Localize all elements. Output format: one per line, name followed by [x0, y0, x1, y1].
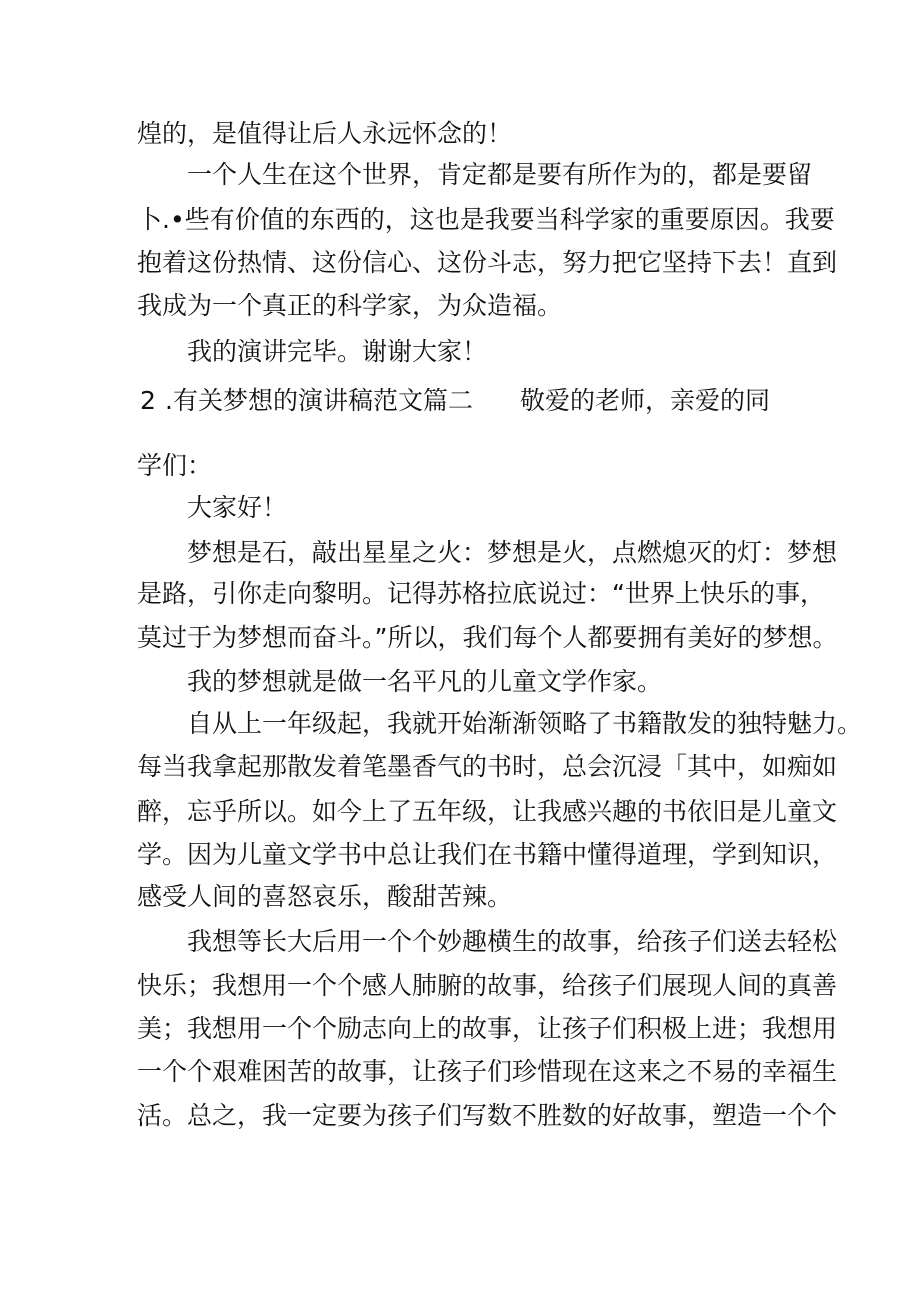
section-number: 2 [140, 386, 156, 415]
text-line-3: 卜.•些有价值的东西的，这也是我要当科学家的重要原因。我要 [137, 205, 835, 234]
text-line-5: 我成为一个真正的科学家，为众造福。 [137, 291, 563, 320]
text-line-15: 醉，忘乎所以。如今上了五年级，让我感兴趣的书依旧是儿童文 [137, 797, 838, 826]
text-line-18: 我想等长大后用一个个妙趣横生的故事，给孩子们送去轻松 [187, 927, 838, 956]
text-line-14: 每当我拿起那散发着笔墨香气的书时，总会沉浸「其中，如痴如 [137, 752, 838, 781]
text-line-10: 是路，引你走向黎明。记得苏格拉底说过：“世界上快乐的事， [137, 579, 825, 608]
section-greeting: 敬爱的老师，亲爱的同 [520, 386, 771, 415]
text-line-20: 美；我想用一个个励志向上的故事，让孩子们积极上进；我想用 [137, 1014, 838, 1043]
text-line-8: 大家好！ [187, 493, 288, 522]
text-line-22: 活。总之，我一定要为孩子们写数不胜数的好故事，塑造一个个 [137, 1101, 838, 1130]
text-line-12: 我的梦想就是做一名平凡的儿童文学作家。 [187, 667, 663, 696]
text-line-21: 一个个艰难困苦的故事，让孩子们珍惜现在这来之不易的幸福生 [137, 1057, 838, 1086]
text-line-2: 一个人生在这个世界，肯定都是要有所作为的，都是要留 [187, 160, 813, 189]
text-line-16: 学。因为儿童文学书中总让我们在书籍中懂得道理，学到知识， [137, 840, 838, 869]
text-line-17: 感受人间的喜怒哀乐，酸甜苦辣。 [137, 882, 513, 911]
text-line-1: 煌的，是值得让后人永远怀念的！ [137, 119, 513, 148]
text-line-11: 莫过于为梦想而奋斗。”所以，我们每个人都要拥有美好的梦想。 [137, 623, 838, 652]
text-line-13: 自从上一年级起，我就开始渐渐领略了书籍散发的独特魅力。 [187, 709, 863, 738]
section-title: .有关梦想的演讲稿范文篇二 [165, 386, 473, 415]
text-line-19: 快乐；我想用一个个感人肺腑的故事，给孩子们展现人间的真善 [137, 971, 838, 1000]
text-line-9: 梦想是石，敲出星星之火：梦想是火，点燃熄灭的灯：梦想 [187, 538, 838, 567]
text-line-7: 学们： [137, 451, 213, 480]
text-line-6: 我的演讲完毕。谢谢大家！ [187, 337, 488, 366]
text-line-4: 抱着这份热情、这份信心、这份斗志，努力把它坚持下去！直到 [137, 248, 838, 277]
